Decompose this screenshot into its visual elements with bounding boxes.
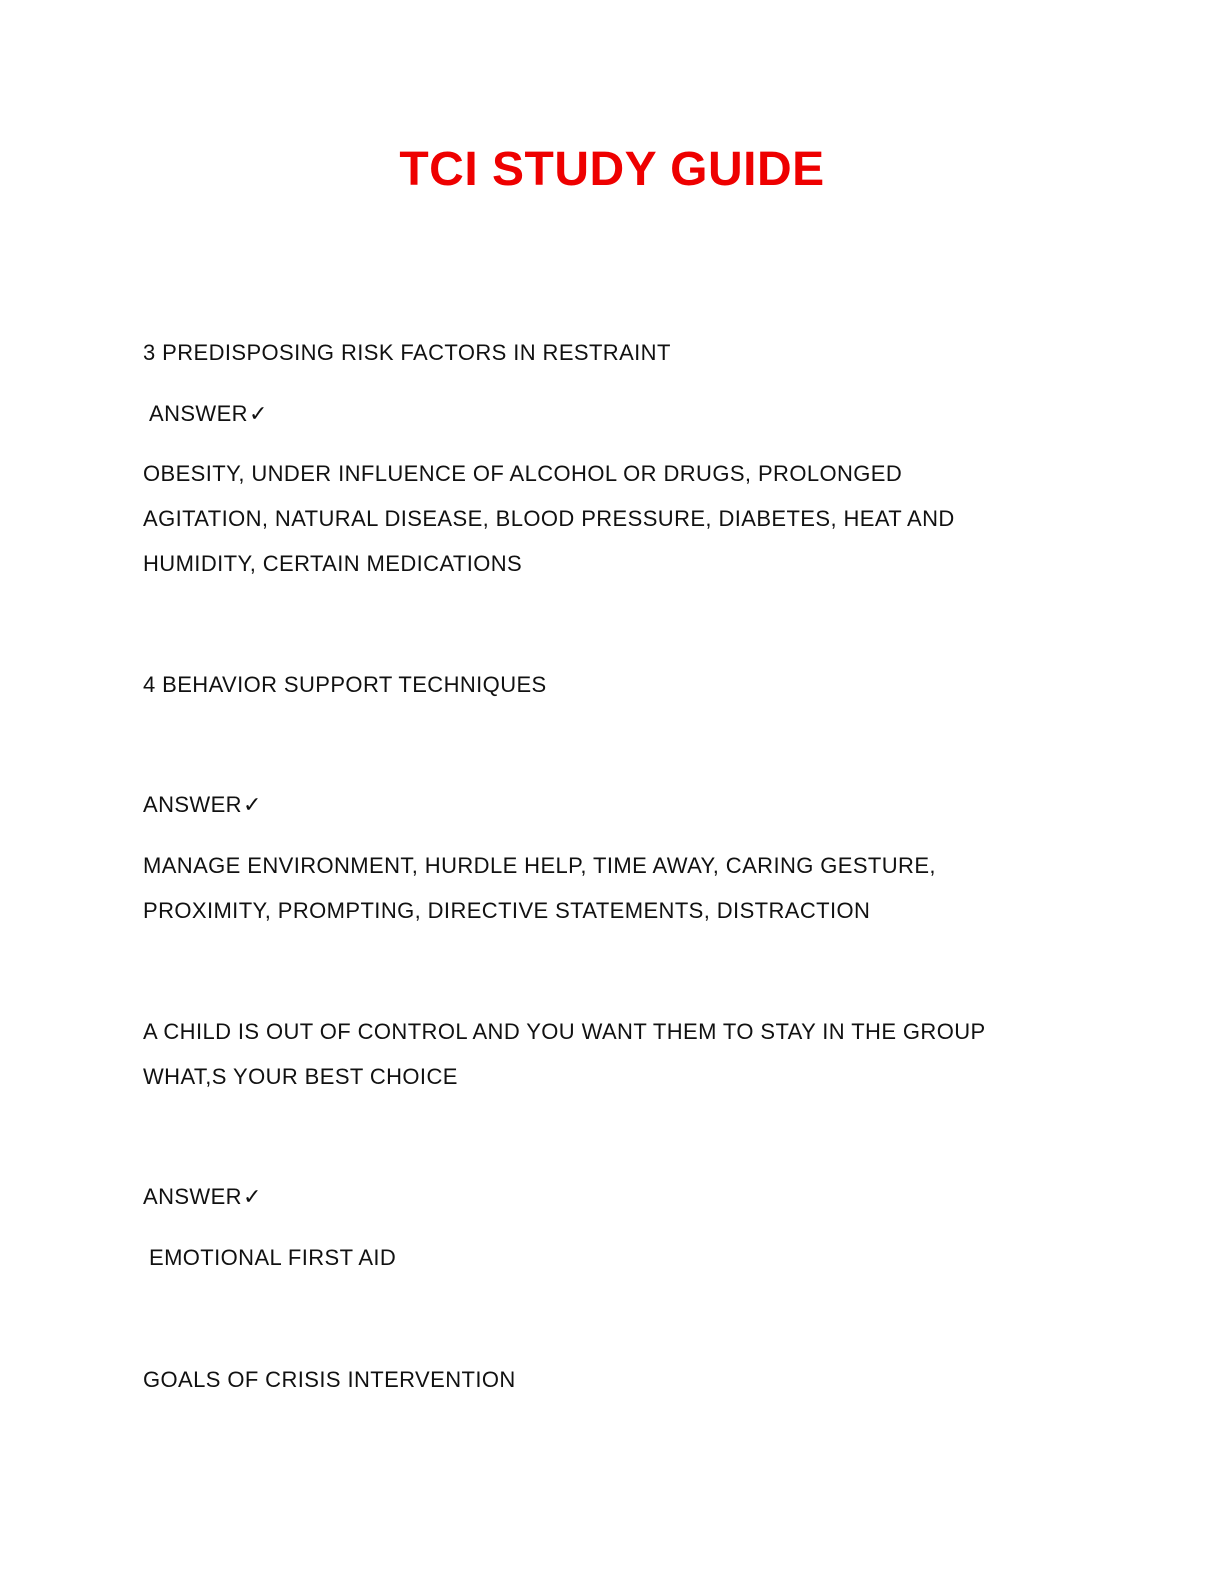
question-4: GOALS OF CRISIS INTERVENTION [143, 1367, 516, 1392]
question-1: 3 PREDISPOSING RISK FACTORS IN RESTRAINT [143, 340, 671, 365]
answer-label-3 [143, 1182, 262, 1213]
answer-2-line-1: MANAGE ENVIRONMENT, HURDLE HELP, TIME AWAY, CARING GESTURE, [143, 853, 936, 878]
answer-label-1 [149, 399, 268, 430]
check-icon: ✓ [242, 1185, 262, 1210]
answer-1-line-1: OBESITY, UNDER INFLUENCE OF ALCOHOL OR DRUGS, PROLONGED [143, 461, 903, 486]
answer-label-text: ANSWER [143, 792, 242, 817]
question-2: 4 BEHAVIOR SUPPORT TECHNIQUES [143, 672, 547, 697]
page-title: TCI STUDY GUIDE [399, 143, 825, 196]
question-3-line-1: A CHILD IS OUT OF CONTROL AND YOU WANT THEM TO STAY IN THE GROUP [143, 1019, 986, 1044]
answer-3-line-1: EMOTIONAL FIRST AID [149, 1245, 397, 1270]
answer-1-line-2: AGITATION, NATURAL DISEASE, BLOOD PRESSURE, DIABETES, HEAT AND [143, 506, 955, 531]
answer-label-text: ANSWER [149, 401, 248, 426]
answer-label-text: ANSWER [143, 1184, 242, 1209]
check-icon: ✓ [248, 402, 268, 427]
question-3-line-2: WHAT,S YOUR BEST CHOICE [143, 1064, 458, 1089]
check-icon: ✓ [242, 793, 262, 818]
answer-label-2 [143, 790, 262, 821]
answer-2-line-2: PROXIMITY, PROMPTING, DIRECTIVE STATEMENTS, DISTRACTION [143, 898, 871, 923]
answer-1-line-3: HUMIDITY, CERTAIN MEDICATIONS [143, 551, 523, 576]
